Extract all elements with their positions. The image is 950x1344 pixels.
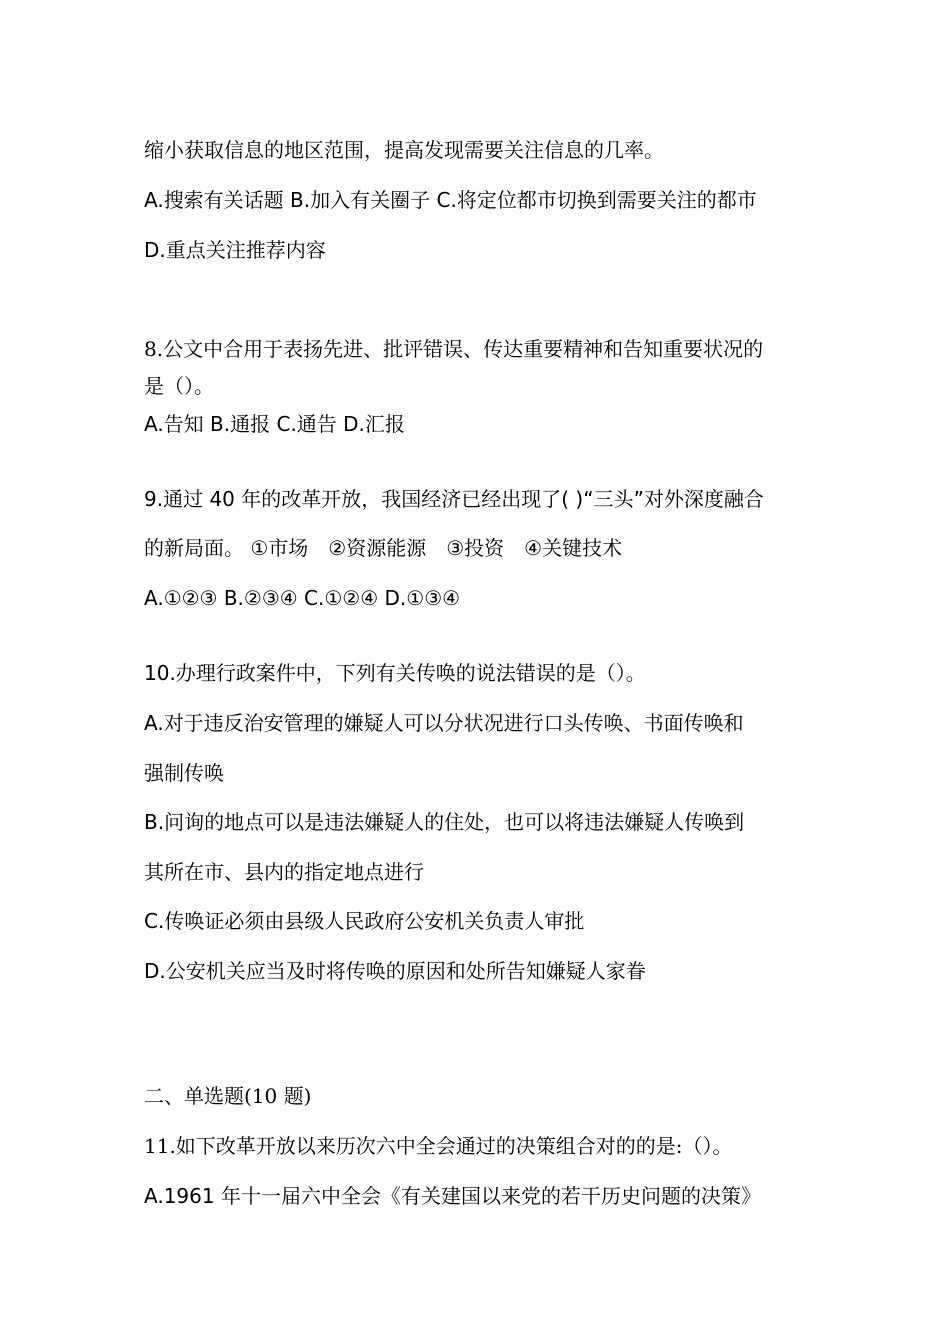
q9-stem-line2: 的新局面。 ①市场 ②资源能源 ③投资 ④关键技术 [144, 536, 623, 560]
continuation-text: 缩小获取信息的地区范围，提高发现需要关注信息的几率。 [144, 138, 664, 162]
q11-stem: 11.如下改革开放以来历次六中全会通过的决策组合对的的是:（）。 [144, 1134, 733, 1158]
q10-option-d: D.公安机关应当及时将传唤的原因和处所告知嫌疑人家眷 [144, 959, 646, 983]
section2-heading: 二、单选题(10 题) [144, 1084, 312, 1108]
q10-option-a-line2: 强制传唤 [144, 761, 224, 785]
q10-option-b-line1: B.问询的地点可以是违法嫌疑人的住处，也可以将违法嫌疑人传唤到 [144, 810, 745, 834]
q11-option-a: A.1961 年十一届六中全会《有关建国以来党的若干历史问题的决策》 [144, 1184, 761, 1208]
q8-options: A.告知 B.通报 C.通告 D.汇报 [144, 412, 405, 436]
continuation-option-abc: A.搜索有关话题 B.加入有关圈子 C.将定位都市切换到需要关注的都市 [144, 188, 757, 212]
q8-stem-line1: 8.公文中合用于表扬先进、批评错误、传达重要精神和告知重要状况的 [144, 337, 764, 361]
q8-stem-line2: 是（）。 [144, 374, 214, 398]
q9-stem-line1: 9.通过 40 年的改革开放，我国经济已经出现了( )“三头”对外深度融合 [144, 487, 764, 511]
q9-options: A.①②③ B.②③④ C.①②④ D.①③④ [144, 586, 461, 610]
q10-stem: 10.办理行政案件中，下列有关传唤的说法错误的是（）。 [144, 661, 646, 685]
q10-option-b-line2: 其所在市、县内的指定地点进行 [144, 860, 424, 884]
continuation-option-d: D.重点关注推荐内容 [144, 238, 326, 262]
q10-option-c: C.传唤证必须由县级人民政府公安机关负责人审批 [144, 909, 585, 933]
q10-option-a-line1: A.对于违反治安管理的嫌疑人可以分状况进行口头传唤、书面传唤和 [144, 711, 744, 735]
